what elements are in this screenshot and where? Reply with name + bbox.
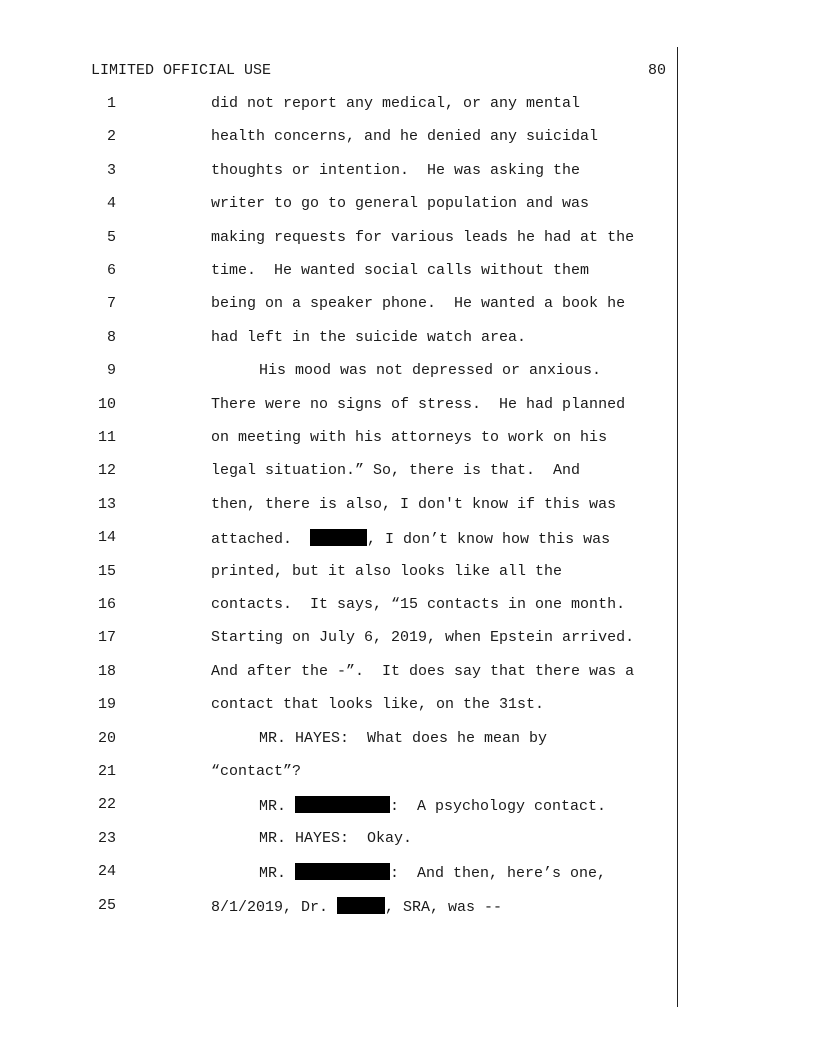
- line-text-segment: There were no signs of stress. He had planned: [211, 395, 626, 413]
- line-number: 14: [97, 529, 116, 547]
- line-text: [259, 362, 601, 379]
- line-text-segment: MR.: [259, 798, 296, 816]
- transcript-line: [0, 429, 816, 449]
- line-text-segment: His mood was not depressed or anxious.: [259, 362, 602, 380]
- line-number: 20: [97, 729, 116, 747]
- line-text: [211, 95, 580, 112]
- line-number: 4: [106, 195, 116, 213]
- line-number: 24: [97, 863, 116, 881]
- line-text-segment: MR. HAYES: Okay.: [259, 829, 413, 847]
- line-number: 13: [97, 495, 116, 513]
- line-number: 16: [97, 596, 116, 613]
- line-number: 23: [97, 829, 116, 847]
- line-text-segment: , SRA, was --: [385, 898, 503, 916]
- line-text: [211, 696, 544, 713]
- line-text-segment: health concerns, and he denied any suicidal: [211, 128, 599, 146]
- redaction-box: [310, 529, 367, 546]
- line-number: 10: [97, 395, 116, 413]
- transcript-line: [0, 462, 816, 482]
- line-text-segment: thoughts or intention. He was asking the: [211, 161, 581, 179]
- line-text-segment: time. He wanted social calls without them: [211, 262, 590, 279]
- line-text-segment: on meeting with his attorneys to work on his: [211, 429, 608, 446]
- line-text: [211, 629, 634, 646]
- line-text-segment: “contact”?: [211, 763, 302, 780]
- line-text-segment: MR.: [259, 865, 296, 883]
- line-number: 17: [97, 629, 116, 647]
- transcript-line: [0, 763, 816, 783]
- line-text-segment: contacts. It says, “15 contacts in one month.: [211, 596, 626, 613]
- line-number: 6: [106, 262, 116, 279]
- line-number: 21: [97, 763, 116, 780]
- transcript-line: [0, 329, 816, 349]
- line-text: [211, 229, 634, 246]
- redaction-box: [295, 863, 390, 880]
- line-text-segment: then, there is also, I don't know if this was: [211, 495, 617, 513]
- line-text: [211, 897, 502, 916]
- line-number: 25: [97, 896, 116, 914]
- line-number: 8: [106, 328, 116, 346]
- line-number: 11: [97, 429, 116, 446]
- transcript-line: [0, 830, 816, 850]
- line-number: 1: [106, 95, 116, 112]
- transcript-line: [0, 229, 816, 249]
- line-text: [211, 496, 616, 513]
- transcript-line: [0, 529, 816, 549]
- line-text-segment: 8/1/2019, Dr.: [211, 898, 338, 916]
- line-text: [211, 295, 625, 312]
- line-text: [211, 563, 562, 580]
- redaction-box: [295, 796, 390, 813]
- transcript-line: [0, 696, 816, 716]
- transcript-line: [0, 162, 816, 182]
- line-text: [211, 162, 580, 179]
- transcript-line: [0, 897, 816, 917]
- transcript-line: [0, 863, 816, 883]
- line-text: [211, 262, 589, 279]
- transcript-line: [0, 362, 816, 382]
- line-number: 5: [106, 228, 116, 246]
- line-text-segment: MR. HAYES: What does he mean by: [259, 729, 548, 747]
- line-text-segment: writer to go to general population and was: [211, 195, 590, 213]
- line-text-segment: , I don’t know how this was: [367, 531, 611, 549]
- line-text: [211, 195, 589, 212]
- line-text: [211, 596, 625, 613]
- page-header-classification: LIMITED OFFICIAL USE: [91, 62, 272, 79]
- page-number: 80: [648, 62, 667, 79]
- line-number: 3: [106, 161, 116, 179]
- line-text-segment: legal situation.” So, there is that. And: [211, 462, 581, 480]
- transcript-line: [0, 295, 816, 315]
- line-text-segment: making requests for various leads he had at the: [211, 228, 635, 246]
- transcript-line: [0, 195, 816, 215]
- line-number: 15: [97, 562, 116, 580]
- line-text: [259, 863, 606, 882]
- line-text: [259, 830, 412, 847]
- transcript-line: [0, 629, 816, 649]
- transcript-line: [0, 262, 816, 282]
- line-text-segment: printed, but it also looks like all the: [211, 562, 563, 580]
- transcript-line: [0, 596, 816, 616]
- line-text-segment: : A psychology contact.: [390, 798, 607, 816]
- line-text-segment: : And then, here’s one,: [390, 865, 607, 883]
- line-number: 2: [106, 128, 116, 146]
- line-text: [259, 730, 547, 747]
- line-number: 9: [106, 362, 116, 380]
- line-text: [211, 663, 634, 680]
- line-text: [211, 763, 301, 780]
- line-text-segment: being on a speaker phone. He wanted a book he: [211, 295, 626, 313]
- line-text-segment: contact that looks like, on the 31st.: [211, 696, 545, 714]
- line-text: [211, 128, 598, 145]
- line-number: 7: [106, 295, 116, 313]
- transcript-line: [0, 730, 816, 750]
- transcript-line: [0, 663, 816, 683]
- line-text: [211, 462, 580, 479]
- line-text: [211, 429, 607, 446]
- line-number: 22: [97, 796, 116, 814]
- transcript-line: [0, 496, 816, 516]
- line-number: 19: [97, 696, 116, 714]
- line-text-segment: attached.: [211, 531, 311, 549]
- transcript-line: [0, 396, 816, 416]
- line-text: [259, 796, 606, 815]
- line-text-segment: And after the -”. It does say that there was a: [211, 662, 635, 680]
- transcript-line: [0, 796, 816, 816]
- line-text: [211, 529, 610, 548]
- line-text: [211, 396, 625, 413]
- line-text: [211, 329, 526, 346]
- transcript-line: [0, 95, 816, 115]
- line-text-segment: Starting on July 6, 2019, when Epstein arrived.: [211, 629, 635, 647]
- transcript-line: [0, 563, 816, 583]
- line-text-segment: had left in the suicide watch area.: [211, 328, 527, 346]
- line-number: 12: [97, 462, 116, 480]
- transcript-line: [0, 128, 816, 148]
- line-number: 18: [97, 662, 116, 680]
- line-text-segment: did not report any medical, or any mental: [211, 95, 581, 112]
- redaction-box: [337, 897, 385, 914]
